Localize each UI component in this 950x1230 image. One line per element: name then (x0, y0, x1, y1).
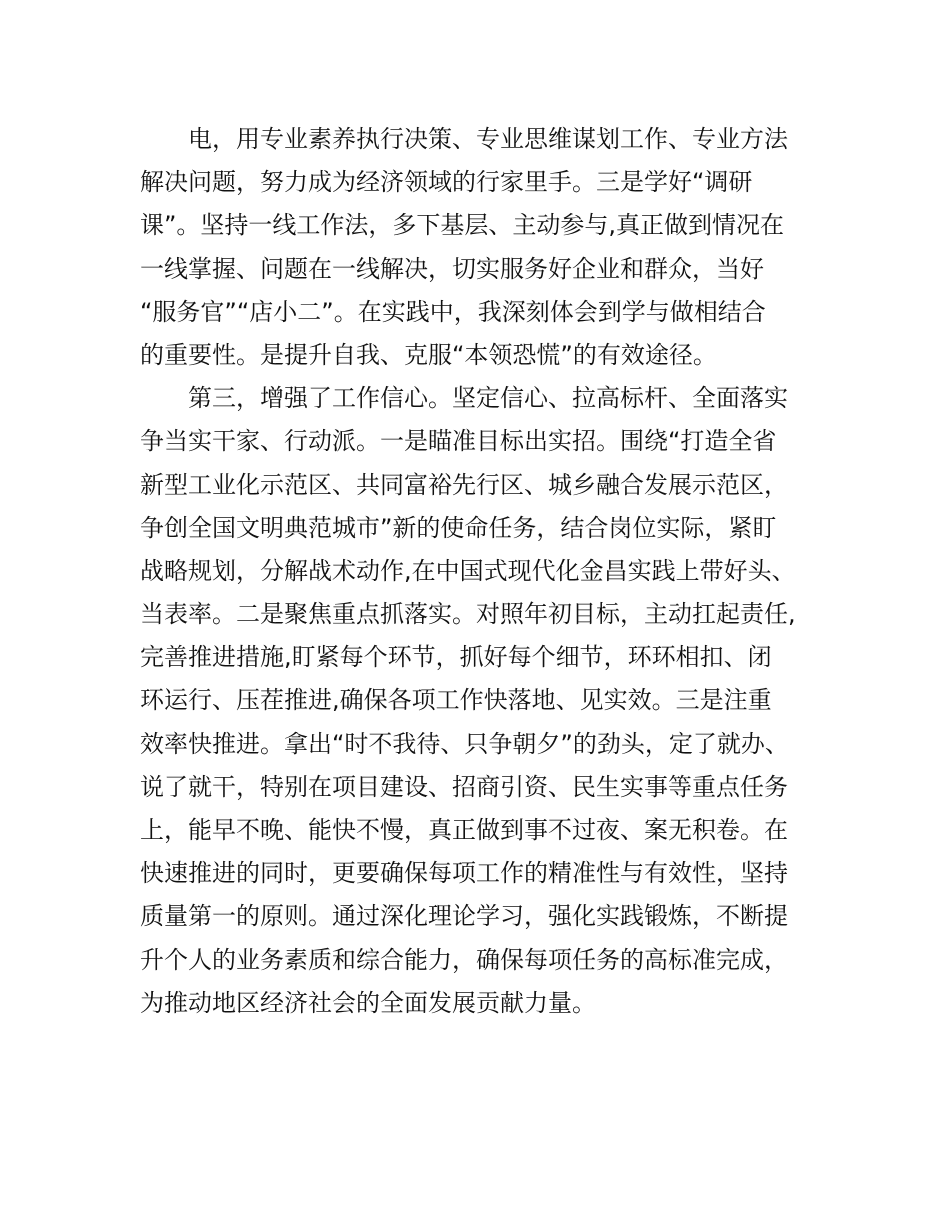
paragraph-2-line-11: 上，能早不晚、能快不慢，真正做到事不过夜、案无积卷。在 (140, 816, 788, 844)
paragraph-2-line-3: 新型工业化示范区、共同富裕先行区、城乡融合发展示范区， (140, 470, 788, 499)
paragraph-2-line-15: 为推动地区经济社会的全面发展贡献力量。 (140, 988, 596, 1017)
paragraph-2-line-1: 第三，增强了工作信心。坚定信心、拉高标杆、全面落实 (188, 384, 788, 413)
paragraph-2-line-8: 环运行、压茬推进,确保各项工作快落地、见实效。三是注重 (140, 686, 772, 715)
paragraph-2-line-13: 质量第一的原则。通过深化理论学习，强化实践锻炼，不断提 (140, 902, 788, 931)
paragraph-line-4: 一线掌握、问题在一线解决，切实服务好企业和群众，当好 (140, 254, 764, 283)
paragraph-line-5: “服务官”“店小二”。在实践中，我深刻体会到学与做相结合 (140, 297, 766, 326)
paragraph-2-line-7: 完善推进措施,盯紧每个环节，抓好每个细节，环环相扣、闭 (140, 643, 772, 672)
paragraph-2-line-14: 升个人的业务素质和综合能力，确保每项任务的高标准完成， (140, 945, 788, 974)
paragraph-2-line-5: 战略规划，分解战术动作,在中国式现代化金昌实践上带好头、 (140, 556, 796, 585)
paragraph-line-continuation-1: 电，用专业素养执行决策、专业思维谋划工作、专业方法 (188, 125, 788, 153)
paragraph-2-line-2: 争当实干家、行动派。一是瞄准目标出实招。围绕“打造全省 (140, 427, 777, 456)
paragraph-line-2: 解决问题，努力成为经济领域的行家里手。三是学好“调研 (140, 168, 753, 197)
paragraph-line-6: 的重要性。是提升自我、克服“本领恐慌”的有效途径。 (140, 340, 717, 369)
document-body (140, 118, 830, 1025)
paragraph-2-line-6: 当表率。二是聚焦重点抓落实。对照年初目标，主动扛起责任, (140, 600, 796, 629)
paragraph-2-line-12: 快速推进的同时，更要确保每项工作的精准性与有效性，坚持 (140, 859, 788, 888)
paragraph-2-line-9: 效率快推进。拿出“时不我待、只争朝夕”的劲头，定了就办、 (140, 729, 789, 758)
paragraph-2-line-4: 争创全国文明典范城市”新的使命任务，结合岗位实际，紧盯 (140, 513, 777, 542)
paragraph-line-3: 课”。坚持一线工作法，多下基层、主动参与,真正做到情况在 (140, 211, 785, 240)
paragraph-2-line-10: 说了就干，特别在项目建设、招商引资、民生实事等重点任务 (140, 772, 788, 801)
